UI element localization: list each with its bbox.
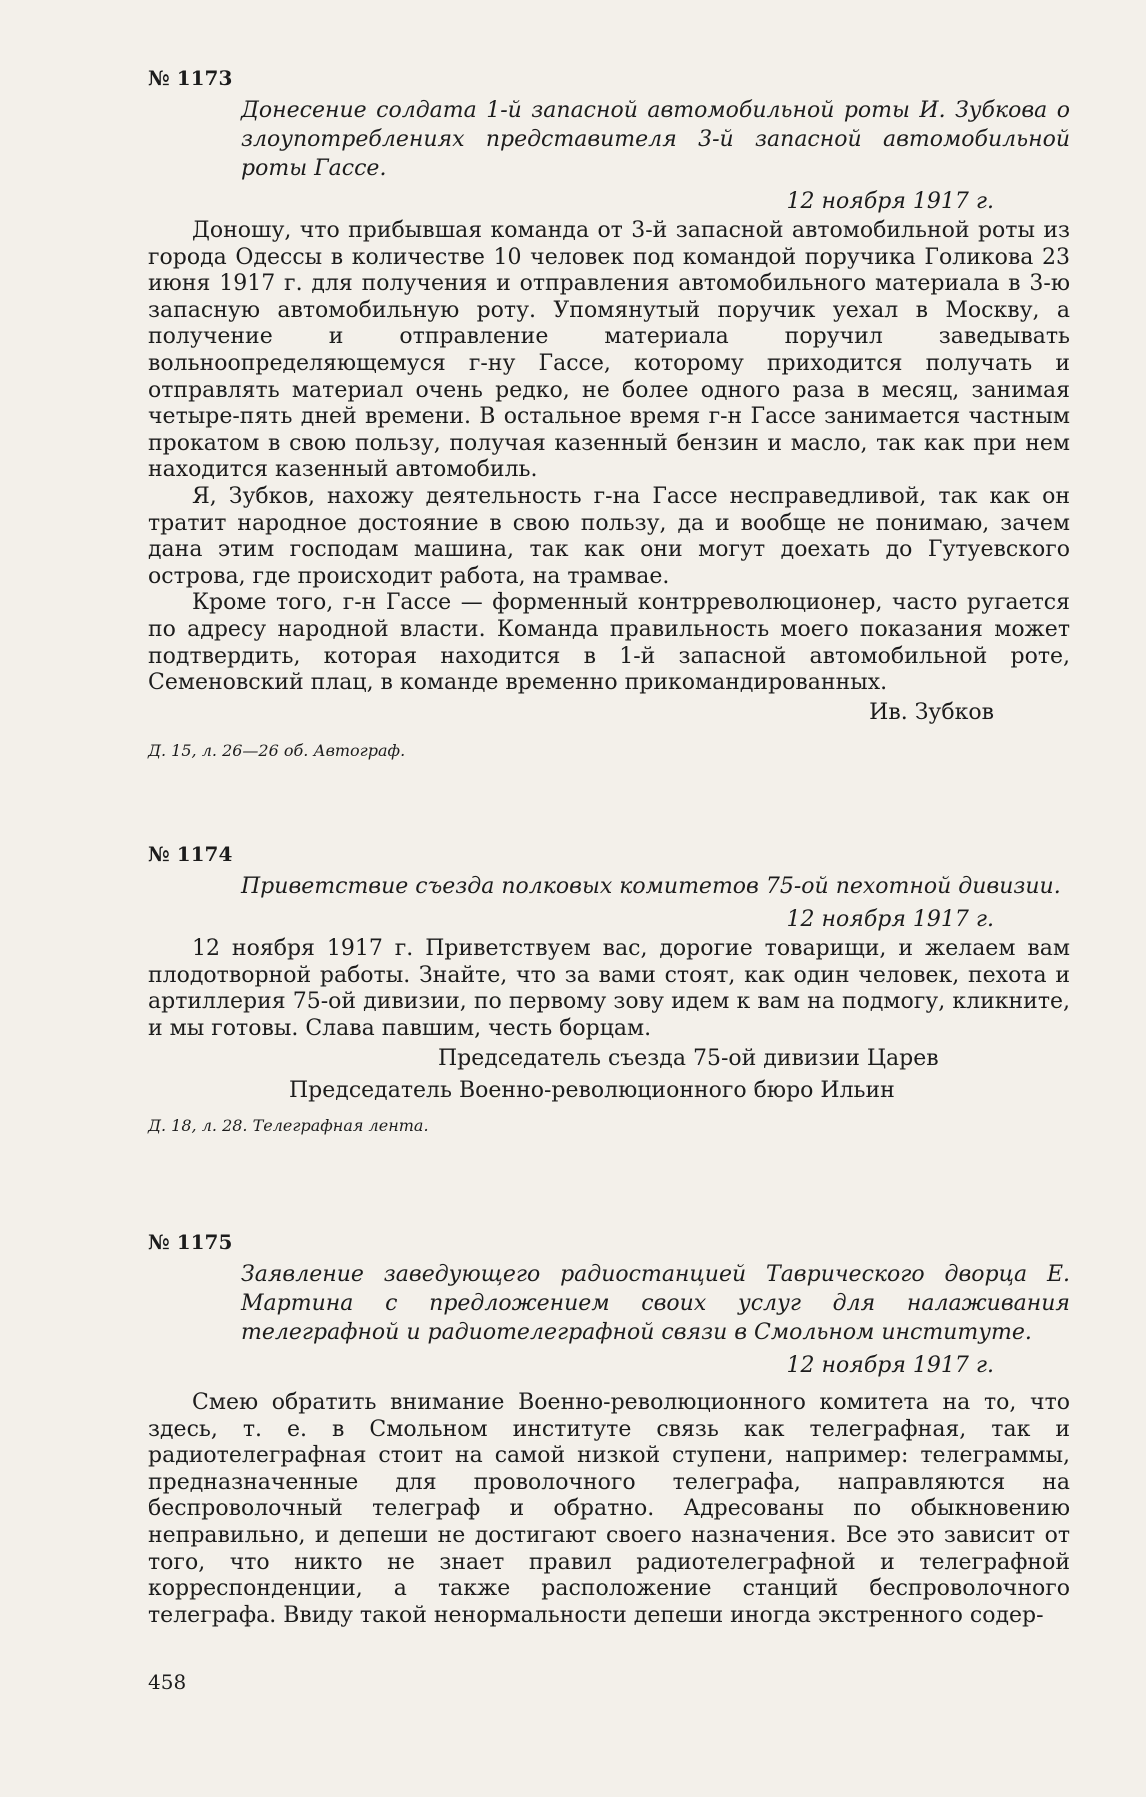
document-date: 12 ноября 1917 г.	[786, 907, 994, 932]
document-1174	[148, 842, 1070, 1135]
paragraph: 12 ноября 1917 г. Приветствуем вас, дорогие товарищи, и желаем вам плодотворной работы. Знайте, что за вами стоят, как один человек, пехота и артиллерия 75-ой дивизии, по первому зову идем к вам на подмогу, кликните, и мы готовы. Слава павшим, честь борцам.	[148, 936, 1070, 1041]
archive-source: Д. 18, л. 28. Телеграфная лента.	[148, 1116, 429, 1136]
paragraph: Смею обратить внимание Военно-революционного комитета на то, что здесь, т. е. в Смольном институте связь как телеграфная, так и радиотелеграфная стоит на самой низкой ступени, например: телеграммы, предназначенные для проволочного телеграфа, направляются на беспроволочный телеграф и обратно. Адресованы по обыкновению неправильно, и депеши не достигают своего назначения. Все это зависит от того, что никто не знает правил радиотелеграфной и телеграфной корреспонденции, а также расположение станций беспроволочного телеграфа. Ввиду такой ненормальности депеши иногда экстренного содер-	[148, 1390, 1070, 1628]
document-1173	[148, 66, 1070, 760]
signature-bureau-chairman: Председатель Военно-революционного бюро Ильин	[289, 1078, 895, 1104]
document-number: № 1174	[148, 842, 233, 866]
paragraph: Я, Зубков, нахожу деятельность г-на Гассе несправедливой, так как он тратит народное достояние в свою пользу, да и вообще не понимаю, зачем дана этим господам машина, так как они могут доехать до Гутуевского острова, где происходит работа, на трамвае.	[148, 483, 1070, 589]
document-title: Донесение солдата 1-й запасной автомобильной роты И. Зубкова о злоупотреблениях представителя 3-й запасной автомобильной роты Гассе.	[241, 98, 1070, 181]
document-title: Приветствие съезда полковых комитетов 75-ой пехотной дивизии.	[241, 874, 1061, 899]
paragraph: Кроме того, г-н Гассе — форменный контрреволюционер, часто ругается по адресу народной власти. Команда правильность моего показания может подтвердить, которая находится в 1-й запасной автомобильной роте, Семеновский плац, в команде временно прикомандированных.	[148, 590, 1070, 696]
document-date: 12 ноября 1917 г.	[786, 1353, 994, 1378]
document-number: № 1173	[148, 66, 233, 90]
document-title: Заявление заведующего радиостанцией Таврического дворца Е. Мартина с предложением своих услуг для налаживания телеграфной и радиотелеграфной связи в Смольном институте.	[241, 1262, 1070, 1345]
page-number: 458	[148, 1670, 187, 1694]
paragraph: Доношу, что прибывшая команда от 3-й запасной автомобильной роты из города Одессы в количестве 10 человек под командой поручика Голикова 23 июня 1917 г. для получения и отправления автомобильного материала в 3-ю запасную автомобильную роту. Упомянутый поручик уехал в Москву, а получение и отправление материала поручил заведывать вольноопределяющемуся г-ну Гассе, которому приходится получать и отправлять материал очень редко, не более одного раза в месяц, занимая четыре-пять дней времени. В остальное время г-н Гассе занимается частным прокатом в свою пользу, получая казенный бензин и масло, так как при нем находится казенный автомобиль.	[148, 218, 1070, 483]
document-number: № 1175	[148, 1230, 233, 1254]
document-date: 12 ноября 1917 г.	[786, 189, 994, 214]
signature: Ив. Зубков	[869, 699, 994, 725]
document-1175	[148, 1230, 1070, 1629]
archive-source: Д. 15, л. 26—26 об. Автограф.	[148, 740, 406, 760]
signature-chairman: Председатель съезда 75-ой дивизии Царев	[438, 1046, 939, 1072]
